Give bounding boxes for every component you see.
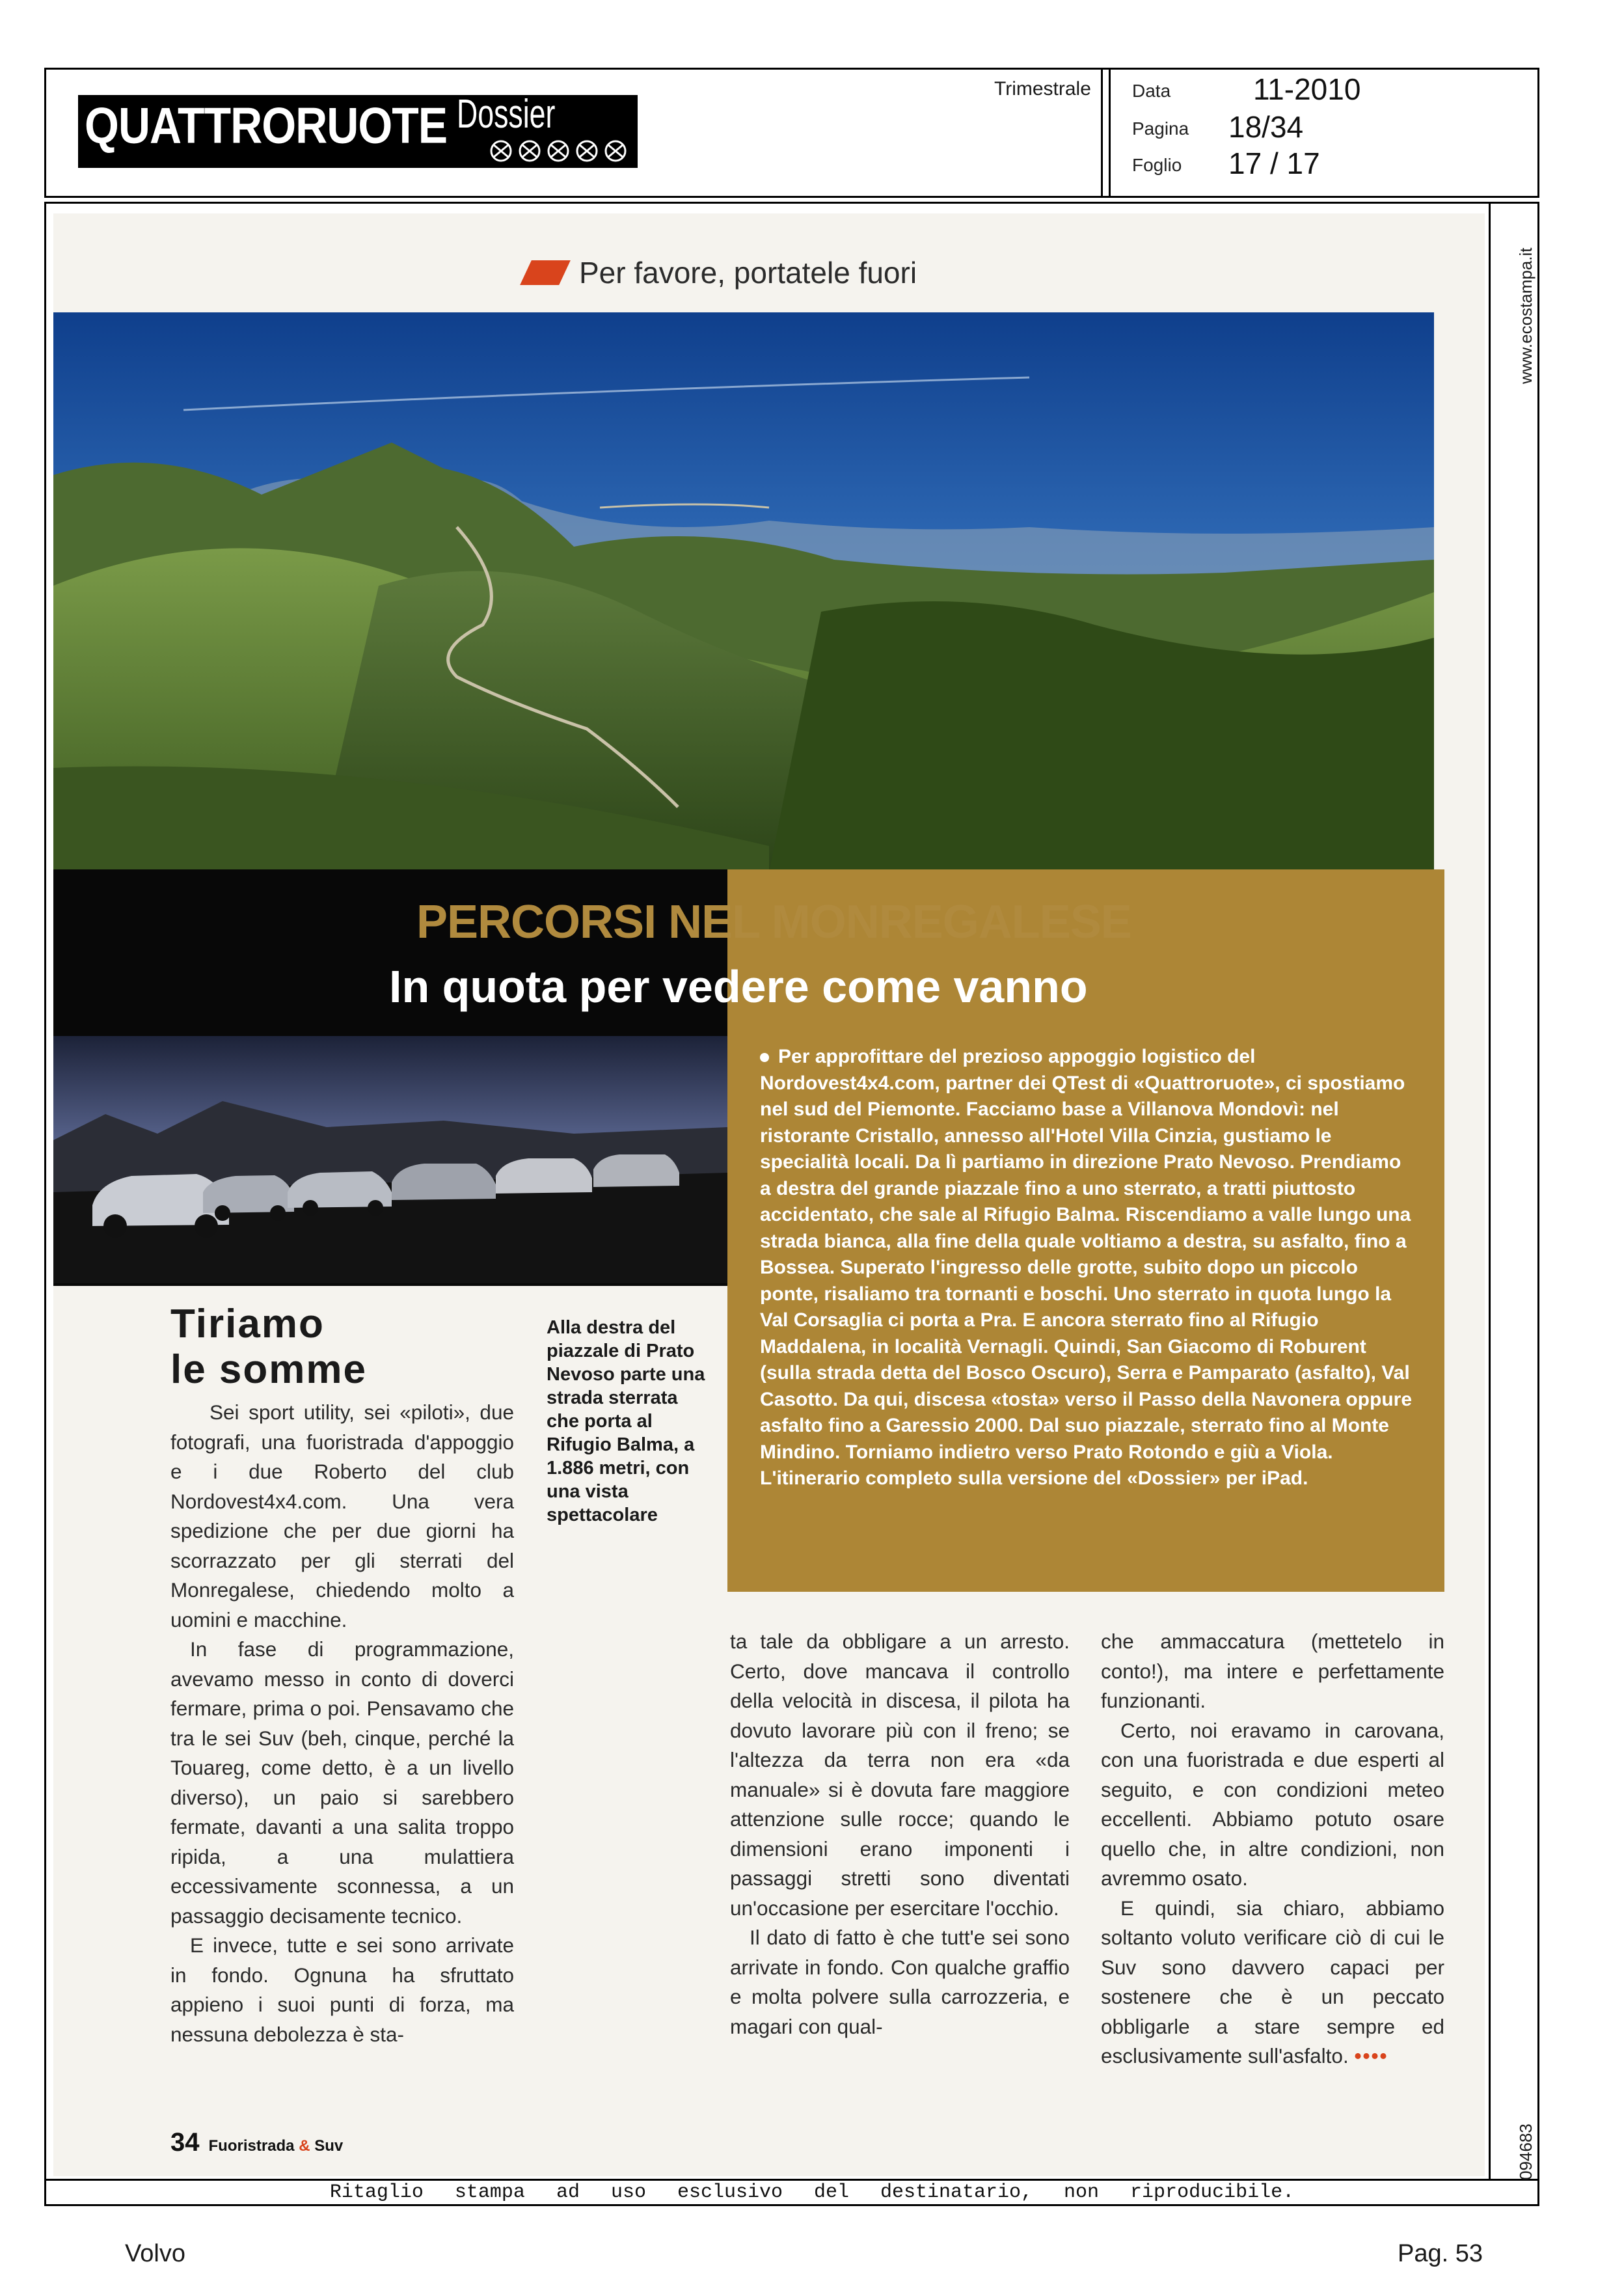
article-subtitle: In quota per vedere come vanno — [389, 961, 1088, 1012]
paragraph: che ammaccatura (mettetelo in conto!), ma intere e perfettamente funzionanti. — [1101, 1630, 1444, 1712]
paragraph: Certo, noi eravamo in carovana, con una fuoristrada e due esperti al seguito, e con condizioni meteo eccellenti. Abbiamo potuto osare quello che, in altre condizioni, non avremmo osato. — [1101, 1718, 1444, 1890]
header-divider — [1101, 68, 1103, 198]
section-kicker — [526, 255, 917, 290]
page-number: Pag. 53 — [1398, 2240, 1483, 2267]
page-label: Pagina — [1132, 118, 1189, 139]
logo-main-text: QUATTRORUOTE — [85, 97, 448, 154]
folio-amp: & — [299, 2137, 310, 2155]
paragraph: Il dato di fatto è che tutt'e sei sono arrivate in fondo. Con qualche graffio e molta polvere sulla carrozzeria, e magari con qual- — [730, 1926, 1070, 2038]
logo-wheels-icon — [487, 138, 630, 164]
folio-title: Fuoristrada — [208, 2137, 295, 2155]
paragraph: ta tale da obbligare a un arresto. Certo, dove mancava il controllo della velocità in discesa, il pilota ha dovuto lavorare più con il freno; se l'altezza da terra non era «da manuale» si è dovuta fare maggiore attenzione sulle rocce; quando le dimensioni erano imponenti i passaggi stretti sono diventati un'occasione per esercitare l'occhio. — [730, 1630, 1070, 1920]
header-divider — [1109, 68, 1111, 198]
frequency-label: Trimestrale — [994, 78, 1091, 100]
mountain-landscape-photo — [53, 312, 1434, 872]
heading-line-2: le somme — [170, 1347, 368, 1392]
sheet-value: 17 / 17 — [1228, 146, 1320, 180]
clipping-notice: Ritaglio stampa ad uso esclusivo del destinatario, non riproducibile. — [329, 2181, 1295, 2204]
text-column-3 — [1101, 1627, 1444, 2071]
folio-title-2: Suv — [314, 2137, 344, 2155]
paragraph: In fase di programmazione, avevamo messo in conto di doverci fermare, prima o poi. Pensavamo che tra le sei Suv (beh, cinque, perché la Touareg, come detto, è a un livello diverso), un paio si sarebbero fermate, davanti a una salita troppo ripida, a una mulattiera eccessivamente sconnessa, a un passaggio decisamente tecnico. — [170, 1637, 514, 1928]
bullet-icon — [760, 1053, 769, 1062]
date-value: 11-2010 — [1253, 72, 1361, 106]
paragraph: Sei sport utility, sei «piloti», due fotografi, una fuoristrada d'appoggio e i due Roberto del club Nordovest4x4.com. Una vera spedizione che per due giorni ha scorrazzato per gli sterrati del Monregalese, chiedendo molto a uomini e macchine. — [170, 1400, 514, 1631]
text-column-2 — [730, 1627, 1070, 2041]
text-column-1 — [170, 1398, 514, 2049]
logo-dossier-text: Dossier — [457, 92, 556, 137]
paragraph-text: E quindi, sia chiaro, abbiamo soltanto voluto verificare ciò di cui le Suv sono davvero capaci per sostenere che è un peccato obbligarle a stare sempre ed esclusivamente sull'asfalto. — [1101, 1896, 1444, 2067]
itinerary-body: Per approfittare del prezioso appoggio logistico del Nordovest4x4.com, partner dei QTest di «Quattroruote», ci spostiamo nel sud del Piemonte. Facciamo base a Villanova Mondovì: nel ristorante Cristallo, annesso all'Hotel Villa Cinzia, gustiamo le specialità locali. Da lì partiamo in direzione Prato Nevoso. Prendiamo a destra del grande piazzale fino a uno sterrato, a tratti piuttosto accidentato, che sale al Rifugio Balma. Riscendiamo a valle lungo una strada bianca, alla fine della quale voltiamo a destra, su asfalto, fino a Bossea. Superato l'ingresso delle grotte, subito dopo un piccolo ponte, risaliamo tra tornanti e boschi. Uno sterrato in quota lungo la Val Corsaglia ci porta a Pra. E ancora sterrato fino al Rifugio Maddalena, in località Vernagli. Quindi, San Giacomo di Roburent (sulla strada detta del Bosco Oscuro), Serra e Pamparato (asfalto), Val Casotto. Da qui, discesa «tosta» verso il Passo della Navonera oppure asfalto fino a Garessio 2000. Dal suo piazzale, sterrato fino al Monte Mindino. Torniamo indietro verso Prato Rotondo e giù a Viola. L'itinerario completo sulla versione del «Dossier» per iPad. — [760, 1046, 1413, 1489]
side-code: 094683 — [1516, 2123, 1536, 2180]
photo-caption: Alla destra del piazzale di Prato Nevoso parte una strada sterrata che porta al Rifugio Balma, a 1.886 metri, con una vista spettacolare — [547, 1317, 705, 1525]
paragraph-last — [1101, 1894, 1444, 2071]
side-website: www.ecostampa.it — [1516, 247, 1536, 384]
folio-number: 34 — [170, 2128, 200, 2157]
page-value: 18/34 — [1228, 110, 1304, 144]
side-divider — [1489, 202, 1491, 2180]
paragraph: E invece, tutte e sei sono arrivate in fondo. Ognuna ha sfruttato appieno i suoi punti di forza, ma nessuna debolezza è sta- — [170, 1933, 514, 2046]
date-label: Data — [1132, 81, 1171, 101]
sheet-label: Foglio — [1132, 155, 1182, 175]
bottom-divider — [44, 2179, 1539, 2181]
end-mark-icon: •••• — [1354, 2044, 1388, 2067]
heading-line-1: Tiriamo — [170, 1302, 325, 1346]
suv-convoy-photo — [53, 1036, 727, 1283]
kicker-marker-icon — [520, 260, 571, 285]
kicker-text: Per favore, portatele fuori — [579, 256, 917, 290]
client-name: Volvo — [125, 2240, 185, 2267]
itinerary-text — [760, 1044, 1417, 1492]
article-title: PERCORSI NEL MONREGALESE — [416, 896, 1131, 948]
page-folio — [170, 2128, 343, 2157]
section-heading — [170, 1302, 367, 1393]
